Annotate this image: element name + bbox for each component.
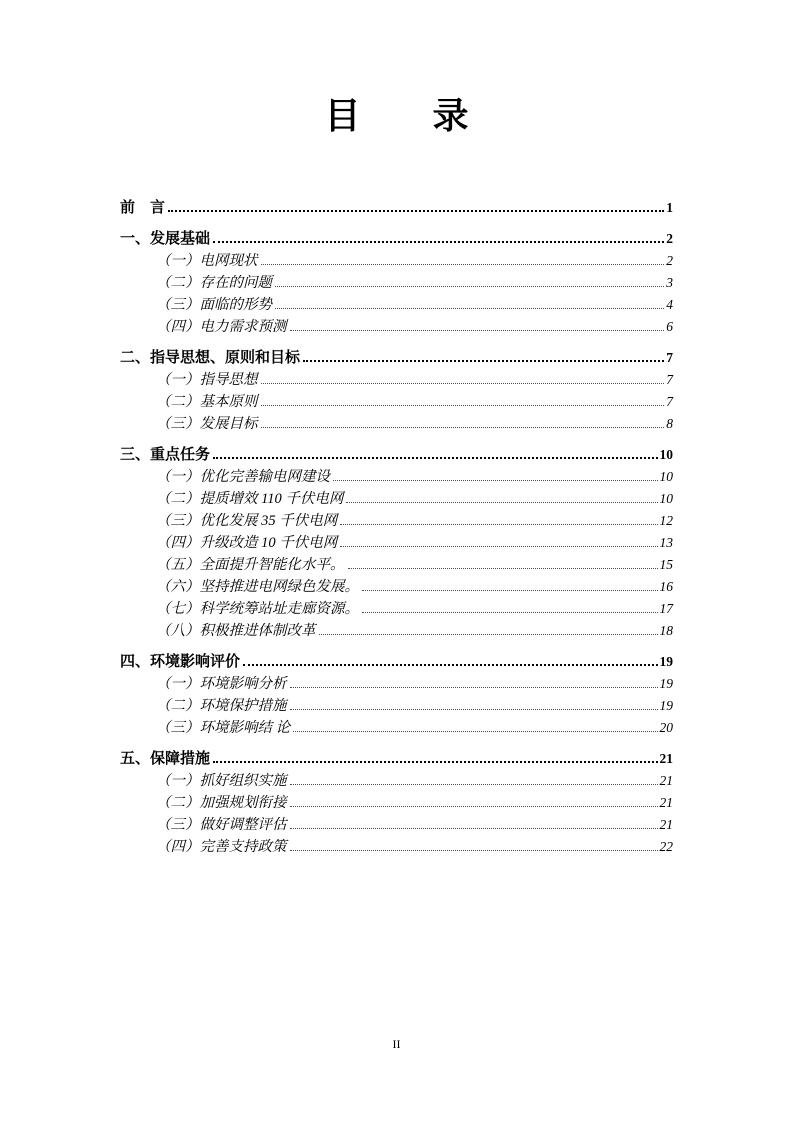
dotted-leader xyxy=(168,210,664,212)
dotted-leader xyxy=(275,286,664,287)
toc-entry-page-number: 22 xyxy=(659,839,673,854)
toc-entry-page-number: 6 xyxy=(666,319,673,334)
toc-entry-label: （二）加强规划衔接 xyxy=(156,795,287,811)
toc-entry-label: （三）优化发展 35 千伏电网 xyxy=(156,513,338,529)
dotted-leader xyxy=(261,383,665,384)
toc-entry[interactable] xyxy=(120,443,673,466)
toc-entry[interactable] xyxy=(120,294,673,316)
dotted-leader xyxy=(319,634,658,635)
toc-entry-page-number: 18 xyxy=(659,623,673,638)
dotted-leader xyxy=(261,405,665,406)
toc-entry[interactable] xyxy=(120,272,673,294)
toc-entry[interactable] xyxy=(120,576,673,598)
toc-entry[interactable] xyxy=(120,488,673,510)
toc-entry-label: （二）环境保护措施 xyxy=(156,698,287,714)
toc-entry-page-number: 3 xyxy=(666,275,673,290)
toc-entry-page-number: 21 xyxy=(659,817,673,832)
dotted-leader xyxy=(213,761,657,763)
toc-entry-page-number: 10 xyxy=(659,469,673,484)
toc-entry[interactable] xyxy=(120,369,673,391)
toc-entry-page-number: 21 xyxy=(659,795,673,810)
toc-entry-page-number: 19 xyxy=(659,698,673,713)
toc-entry[interactable] xyxy=(120,598,673,620)
toc-entry-label: （二）提质增效 110 千伏电网 xyxy=(156,491,344,507)
dotted-leader xyxy=(362,590,658,591)
toc-entry[interactable] xyxy=(120,673,673,695)
toc-entry-page-number: 15 xyxy=(659,557,673,572)
toc-entry-page-number: 4 xyxy=(666,297,673,312)
dotted-leader xyxy=(261,427,665,428)
toc-entry[interactable] xyxy=(120,814,673,836)
dotted-leader xyxy=(243,664,657,666)
toc-entry-label: （四）电力需求预测 xyxy=(156,319,287,335)
toc-entry-page-number: 20 xyxy=(659,720,673,735)
toc-entry[interactable] xyxy=(120,620,673,642)
dotted-leader xyxy=(213,241,664,243)
toc-entry[interactable] xyxy=(120,747,673,770)
toc-entry-page-number: 1 xyxy=(666,200,673,215)
toc-entry[interactable] xyxy=(120,346,673,369)
toc-entry[interactable] xyxy=(120,466,673,488)
toc-entry-label: （一）环境影响分析 xyxy=(156,676,287,692)
toc-entry-label: （二）存在的问题 xyxy=(156,275,272,291)
toc-entry-page-number: 21 xyxy=(659,751,673,766)
toc-entry-label: （一）指导思想 xyxy=(156,372,258,388)
toc-entry[interactable] xyxy=(120,510,673,532)
dotted-leader xyxy=(261,264,665,265)
toc-entry-page-number: 7 xyxy=(666,350,673,365)
toc-entry[interactable] xyxy=(120,836,673,858)
toc-entry-label: （四）完善支持政策 xyxy=(156,839,287,855)
dotted-leader xyxy=(290,828,658,829)
toc-entry-page-number: 7 xyxy=(666,394,673,409)
dotted-leader xyxy=(290,709,658,710)
dotted-leader xyxy=(275,308,664,309)
toc-entry-label: （三）做好调整评估 xyxy=(156,817,287,833)
dotted-leader xyxy=(340,524,657,525)
toc-entry-label: （七）科学统筹站址走廊资源。 xyxy=(156,601,359,617)
toc-entry-label: （三）发展目标 xyxy=(156,416,258,432)
dotted-leader xyxy=(293,731,657,732)
toc-entry-page-number: 10 xyxy=(659,491,673,506)
dotted-leader xyxy=(290,687,658,688)
toc-entry-page-number: 19 xyxy=(659,676,673,691)
toc-entry-label: 前 言 xyxy=(120,199,166,216)
dotted-leader xyxy=(362,612,658,613)
toc-entry-page-number: 7 xyxy=(666,372,673,387)
toc-entry-page-number: 2 xyxy=(666,231,673,246)
toc-entry-page-number: 13 xyxy=(659,535,673,550)
dotted-leader xyxy=(348,568,658,569)
dotted-leader xyxy=(303,360,664,362)
toc-entry-label: （八）积极推进体制改革 xyxy=(156,623,316,639)
toc-entry[interactable] xyxy=(120,391,673,413)
toc-entry-label: 五、保障措施 xyxy=(120,750,211,767)
dotted-leader xyxy=(290,784,658,785)
toc-entry-label: （二）基本原则 xyxy=(156,394,258,410)
toc-entry-page-number: 17 xyxy=(659,601,673,616)
toc-entry[interactable] xyxy=(120,792,673,814)
toc-entry-page-number: 8 xyxy=(666,416,673,431)
toc-entry-label: （五）全面提升智能化水平。 xyxy=(156,557,345,573)
dotted-leader xyxy=(340,546,657,547)
dotted-leader xyxy=(290,806,658,807)
toc-entry-label: 一、发展基础 xyxy=(120,230,211,247)
dotted-leader xyxy=(290,850,658,851)
toc-entry[interactable] xyxy=(120,227,673,250)
toc-entry[interactable] xyxy=(120,316,673,338)
toc-entry[interactable] xyxy=(120,554,673,576)
toc-entry-page-number: 2 xyxy=(666,253,673,268)
toc-entry-label: （四）升级改造 10 千伏电网 xyxy=(156,535,338,551)
toc-entry-label: 三、重点任务 xyxy=(120,446,211,463)
toc-entry-page-number: 16 xyxy=(659,579,673,594)
toc-entry[interactable] xyxy=(120,532,673,554)
toc-entry[interactable] xyxy=(120,250,673,272)
toc-entry[interactable] xyxy=(120,196,673,219)
dotted-leader xyxy=(346,502,657,503)
toc-entry[interactable] xyxy=(120,413,673,435)
toc-entry[interactable] xyxy=(120,695,673,717)
toc-list xyxy=(120,188,673,858)
toc-entry-label: （一）优化完善输电网建设 xyxy=(156,469,330,485)
toc-entry-label: （六）坚持推进电网绿色发展。 xyxy=(156,579,359,595)
toc-entry[interactable] xyxy=(120,770,673,792)
page-title: 目 录 xyxy=(324,96,487,136)
toc-entry-page-number: 21 xyxy=(659,773,673,788)
footer-page-number: II xyxy=(392,1037,401,1051)
toc-entry-label: 二、指导思想、原则和目标 xyxy=(120,349,301,366)
toc-entry-label: （一）抓好组织实施 xyxy=(156,773,287,789)
dotted-leader xyxy=(290,330,665,331)
toc-entry-page-number: 10 xyxy=(659,447,673,462)
dotted-leader xyxy=(333,480,658,481)
toc-entry-label: （一）电网现状 xyxy=(156,253,258,269)
toc-entry-page-number: 12 xyxy=(659,513,673,528)
toc-entry-label: 四、环境影响评价 xyxy=(120,653,241,670)
toc-entry[interactable] xyxy=(120,717,673,739)
toc-entry-label: （三）环境影响结 论 xyxy=(156,720,291,736)
toc-entry[interactable] xyxy=(120,650,673,673)
toc-entry-label: （三）面临的形势 xyxy=(156,297,272,313)
dotted-leader xyxy=(213,457,657,459)
toc-entry-page-number: 19 xyxy=(659,654,673,669)
